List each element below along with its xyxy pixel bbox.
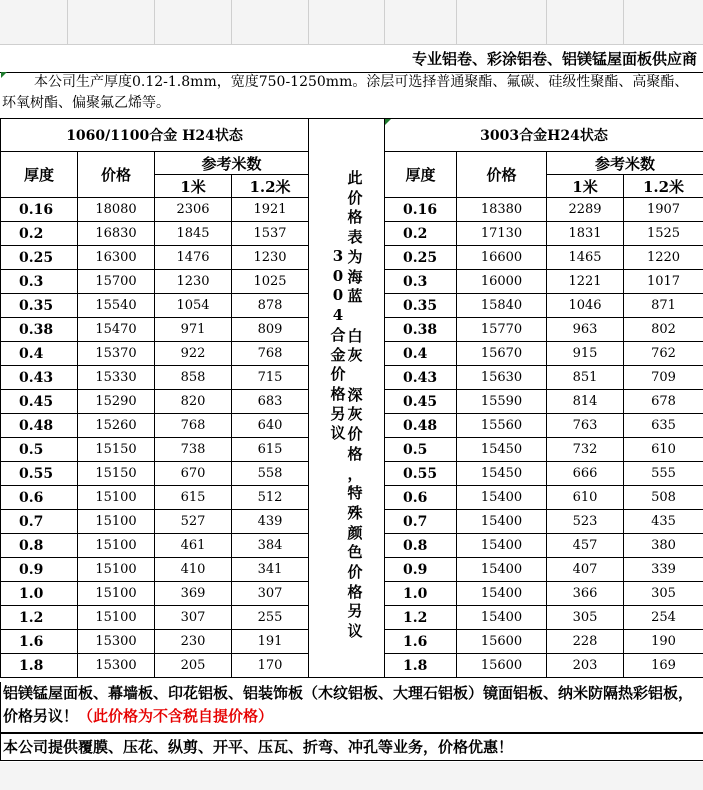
right-1m-cell: 1046 [547, 294, 624, 318]
left-12m-cell: 307 [232, 582, 309, 606]
right-1m-cell: 1465 [547, 246, 624, 270]
left-price-cell: 16830 [78, 222, 155, 246]
note-char: 0 [332, 286, 344, 305]
left-price-cell: 16300 [78, 246, 155, 270]
right-1m-cell: 610 [547, 486, 624, 510]
footer-services-note: 本公司提供覆膜、压花、纵剪、开平、压瓦、折弯、冲孔等业务，价格优惠！ [0, 733, 703, 761]
right-thickness-cell: 0.38 [385, 318, 457, 342]
left-12m-cell: 683 [232, 390, 309, 414]
left-price-cell: 15100 [78, 606, 155, 630]
left-1m-cell: 230 [155, 630, 232, 654]
right-12m-cell: 762 [624, 342, 703, 366]
note-char: 0 [332, 266, 344, 285]
right-12m-cell: 871 [624, 294, 703, 318]
left-thickness-cell: 0.16 [1, 198, 78, 222]
right-12m-cell: 305 [624, 582, 703, 606]
left-col-ref: 参考米数 [155, 152, 309, 175]
right-thickness-cell: 1.6 [385, 630, 457, 654]
bottom-strip [0, 762, 703, 790]
note-char: 另 [330, 404, 346, 423]
left-price-cell: 15100 [78, 534, 155, 558]
left-col-price: 价格 [78, 152, 155, 198]
note-char: 合 [330, 325, 346, 344]
right-thickness-cell: 0.7 [385, 510, 457, 534]
note-char: 议 [347, 622, 363, 641]
note-char: 海 [347, 267, 363, 286]
left-price-cell: 15300 [78, 630, 155, 654]
right-price-cell: 16600 [457, 246, 547, 270]
right-thickness-cell: 1.0 [385, 582, 457, 606]
right-price-cell: 15400 [457, 510, 547, 534]
left-price-cell: 15540 [78, 294, 155, 318]
left-col-12m: 1.2米 [232, 175, 309, 198]
note-char: 格 [347, 208, 363, 227]
right-col-thickness: 厚度 [385, 152, 457, 198]
left-thickness-cell: 0.25 [1, 246, 78, 270]
left-1m-cell: 971 [155, 318, 232, 342]
right-12m-cell: 254 [624, 606, 703, 630]
note-color [348, 169, 363, 642]
right-12m-cell: 380 [624, 534, 703, 558]
right-price-cell: 15600 [457, 630, 547, 654]
left-12m-cell: 170 [232, 654, 309, 678]
note-char: 特 [347, 484, 363, 503]
footer-products-text: 铝镁锰屋面板、幕墙板、印花铝板、铝装饰板（木纹铝板、大理石铝板）镜面铝板、纳米防隔热彩铝板，价格另议！ [3, 684, 694, 725]
left-12m-cell: 1025 [232, 270, 309, 294]
note-char: 另 [347, 602, 363, 621]
left-12m-cell: 1921 [232, 198, 309, 222]
right-1m-cell: 1221 [547, 270, 624, 294]
note-char: 蓝 [347, 287, 363, 306]
right-thickness-cell: 0.2 [385, 222, 457, 246]
right-price-cell: 16000 [457, 270, 547, 294]
left-thickness-cell: 0.5 [1, 438, 78, 462]
left-1m-cell: 461 [155, 534, 232, 558]
note-char: 4 [332, 306, 344, 325]
right-12m-cell: 610 [624, 438, 703, 462]
left-12m-cell: 768 [232, 342, 309, 366]
left-thickness-cell: 0.35 [1, 294, 78, 318]
note-char: 价 [330, 365, 346, 384]
left-12m-cell: 191 [232, 630, 309, 654]
left-thickness-cell: 0.8 [1, 534, 78, 558]
left-price-cell: 15100 [78, 486, 155, 510]
left-1m-cell: 1230 [155, 270, 232, 294]
left-price-cell: 15150 [78, 462, 155, 486]
right-table-title [385, 119, 703, 152]
right-12m-cell: 678 [624, 390, 703, 414]
left-price-cell: 15470 [78, 318, 155, 342]
right-title-text: 3003合金H24状态 [480, 128, 608, 144]
right-col-price: 价格 [457, 152, 547, 198]
right-thickness-cell: 0.55 [385, 462, 457, 486]
left-thickness-cell: 0.6 [1, 486, 78, 510]
left-price-cell: 15150 [78, 438, 155, 462]
right-price-cell: 15670 [457, 342, 547, 366]
note-char: 白 [347, 326, 363, 345]
note-char: 色 [347, 543, 363, 562]
left-col-1m: 1米 [155, 175, 232, 198]
right-price-cell: 15400 [457, 534, 547, 558]
right-1m-cell: 203 [547, 654, 624, 678]
right-col-1m: 1米 [547, 175, 624, 198]
right-price-cell: 17130 [457, 222, 547, 246]
left-1m-cell: 1054 [155, 294, 232, 318]
left-12m-cell: 384 [232, 534, 309, 558]
left-thickness-cell: 0.7 [1, 510, 78, 534]
right-price-cell: 15450 [457, 462, 547, 486]
right-1m-cell: 523 [547, 510, 624, 534]
left-12m-cell: 878 [232, 294, 309, 318]
left-thickness-cell: 1.2 [1, 606, 78, 630]
left-price-cell: 15300 [78, 654, 155, 678]
note-char: 格 [347, 444, 363, 463]
left-12m-cell: 558 [232, 462, 309, 486]
left-1m-cell: 369 [155, 582, 232, 606]
note-char: 深 [347, 385, 363, 404]
right-1m-cell: 2289 [547, 198, 624, 222]
right-12m-cell: 508 [624, 486, 703, 510]
right-12m-cell: 802 [624, 318, 703, 342]
right-price-cell: 15450 [457, 438, 547, 462]
note-char [352, 366, 357, 386]
right-1m-cell: 915 [547, 342, 624, 366]
left-thickness-cell: 1.8 [1, 654, 78, 678]
middle-price-note [309, 119, 385, 678]
right-1m-cell: 851 [547, 366, 624, 390]
left-12m-cell: 1230 [232, 246, 309, 270]
note-char: 格 [330, 384, 346, 403]
note-char: 殊 [347, 503, 363, 522]
right-price-cell: 15770 [457, 318, 547, 342]
left-thickness-cell: 0.3 [1, 270, 78, 294]
left-1m-cell: 1476 [155, 246, 232, 270]
right-thickness-cell: 0.25 [385, 246, 457, 270]
left-1m-cell: 820 [155, 390, 232, 414]
right-price-cell: 15560 [457, 414, 547, 438]
left-1m-cell: 738 [155, 438, 232, 462]
right-12m-cell: 555 [624, 462, 703, 486]
right-1m-cell: 305 [547, 606, 624, 630]
right-thickness-cell: 0.45 [385, 390, 457, 414]
cell-marker-icon [385, 119, 391, 125]
left-12m-cell: 439 [232, 510, 309, 534]
right-thickness-cell: 0.6 [385, 486, 457, 510]
right-1m-cell: 732 [547, 438, 624, 462]
left-12m-cell: 640 [232, 414, 309, 438]
right-12m-cell: 1220 [624, 246, 703, 270]
left-price-cell: 15260 [78, 414, 155, 438]
left-price-cell: 15100 [78, 558, 155, 582]
note-char: 灰 [347, 405, 363, 424]
right-12m-cell: 1525 [624, 222, 703, 246]
top-gridline-strip [0, 0, 703, 44]
right-thickness-cell: 1.8 [385, 654, 457, 678]
right-12m-cell: 169 [624, 654, 703, 678]
right-thickness-cell: 0.3 [385, 270, 457, 294]
left-12m-cell: 809 [232, 318, 309, 342]
left-price-cell: 15100 [78, 582, 155, 606]
price-table [0, 118, 703, 678]
note-char: 金 [330, 345, 346, 364]
right-1m-cell: 366 [547, 582, 624, 606]
right-12m-cell: 190 [624, 630, 703, 654]
left-thickness-cell: 0.2 [1, 222, 78, 246]
right-12m-cell: 709 [624, 366, 703, 390]
left-12m-cell: 512 [232, 486, 309, 510]
left-price-cell: 15370 [78, 342, 155, 366]
left-1m-cell: 1845 [155, 222, 232, 246]
right-12m-cell: 1907 [624, 198, 703, 222]
left-1m-cell: 307 [155, 606, 232, 630]
right-12m-cell: 435 [624, 510, 703, 534]
top-grid [0, 0, 703, 44]
left-thickness-cell: 0.45 [1, 390, 78, 414]
left-col-thickness: 厚度 [1, 152, 78, 198]
left-1m-cell: 615 [155, 486, 232, 510]
right-1m-cell: 228 [547, 630, 624, 654]
note-3004 [331, 169, 346, 642]
right-col-12m: 1.2米 [624, 175, 703, 198]
left-1m-cell: 410 [155, 558, 232, 582]
right-price-cell: 15590 [457, 390, 547, 414]
right-price-cell: 15400 [457, 486, 547, 510]
note-char: 为 [347, 247, 363, 266]
right-thickness-cell: 0.9 [385, 558, 457, 582]
left-price-cell: 15330 [78, 366, 155, 390]
left-1m-cell: 205 [155, 654, 232, 678]
left-12m-cell: 615 [232, 438, 309, 462]
intro-text: 本公司生产厚度0.12-1.8mm，宽度750-1250mm。涂层可选择普通聚酯、氟碳、硅级性聚酯、高聚酯、环氧树酯、偏聚氟乙烯等。 [2, 74, 689, 111]
left-1m-cell: 2306 [155, 198, 232, 222]
right-thickness-cell: 1.2 [385, 606, 457, 630]
right-1m-cell: 814 [547, 390, 624, 414]
right-thickness-cell: 0.35 [385, 294, 457, 318]
left-thickness-cell: 1.0 [1, 582, 78, 606]
right-1m-cell: 407 [547, 558, 624, 582]
footer-products-note [0, 682, 703, 733]
note-char: 格 [347, 582, 363, 601]
right-12m-cell: 339 [624, 558, 703, 582]
note-char: 议 [330, 424, 346, 443]
left-table-title: 1060/1100合金 H24状态 [1, 119, 309, 152]
footer-tax-note: （此价格为不含税自提价格） [78, 707, 274, 725]
left-1m-cell: 527 [155, 510, 232, 534]
note-char: 表 [347, 228, 363, 247]
page-header [0, 44, 703, 73]
left-12m-cell: 341 [232, 558, 309, 582]
right-thickness-cell: 0.8 [385, 534, 457, 558]
right-price-cell: 15600 [457, 654, 547, 678]
left-price-cell: 15100 [78, 510, 155, 534]
left-price-cell: 15700 [78, 270, 155, 294]
note-char: ， [347, 464, 363, 483]
left-thickness-cell: 0.43 [1, 366, 78, 390]
right-thickness-cell: 0.48 [385, 414, 457, 438]
right-price-cell: 18380 [457, 198, 547, 222]
note-char: 价 [347, 425, 363, 444]
note-char [352, 307, 357, 327]
right-12m-cell: 635 [624, 414, 703, 438]
right-thickness-cell: 0.43 [385, 366, 457, 390]
left-1m-cell: 768 [155, 414, 232, 438]
left-thickness-cell: 0.48 [1, 414, 78, 438]
note-char: 价 [347, 188, 363, 207]
right-thickness-cell: 0.16 [385, 198, 457, 222]
left-12m-cell: 1537 [232, 222, 309, 246]
right-thickness-cell: 0.4 [385, 342, 457, 366]
right-col-ref: 参考米数 [547, 152, 703, 175]
right-1m-cell: 457 [547, 534, 624, 558]
header-title: 专业铝卷、彩涂铝卷、铝镁锰屋面板供应商 [411, 50, 697, 68]
right-1m-cell: 963 [547, 318, 624, 342]
left-12m-cell: 255 [232, 606, 309, 630]
note-char: 颜 [347, 523, 363, 542]
right-price-cell: 15400 [457, 606, 547, 630]
left-12m-cell: 715 [232, 366, 309, 390]
right-price-cell: 15840 [457, 294, 547, 318]
left-thickness-cell: 0.4 [1, 342, 78, 366]
right-price-cell: 15400 [457, 558, 547, 582]
note-char: 价 [347, 563, 363, 582]
left-1m-cell: 858 [155, 366, 232, 390]
right-thickness-cell: 0.5 [385, 438, 457, 462]
left-1m-cell: 922 [155, 342, 232, 366]
note-char: 灰 [347, 346, 363, 365]
left-thickness-cell: 0.38 [1, 318, 78, 342]
right-1m-cell: 763 [547, 414, 624, 438]
right-price-cell: 15630 [457, 366, 547, 390]
left-thickness-cell: 0.55 [1, 462, 78, 486]
left-price-cell: 18080 [78, 198, 155, 222]
right-1m-cell: 666 [547, 462, 624, 486]
right-12m-cell: 1017 [624, 270, 703, 294]
right-1m-cell: 1831 [547, 222, 624, 246]
note-char: 此 [347, 169, 363, 187]
left-thickness-cell: 1.6 [1, 630, 78, 654]
left-price-cell: 15290 [78, 390, 155, 414]
right-price-cell: 15400 [457, 582, 547, 606]
left-1m-cell: 670 [155, 462, 232, 486]
note-char: 3 [332, 247, 344, 265]
left-thickness-cell: 0.9 [1, 558, 78, 582]
